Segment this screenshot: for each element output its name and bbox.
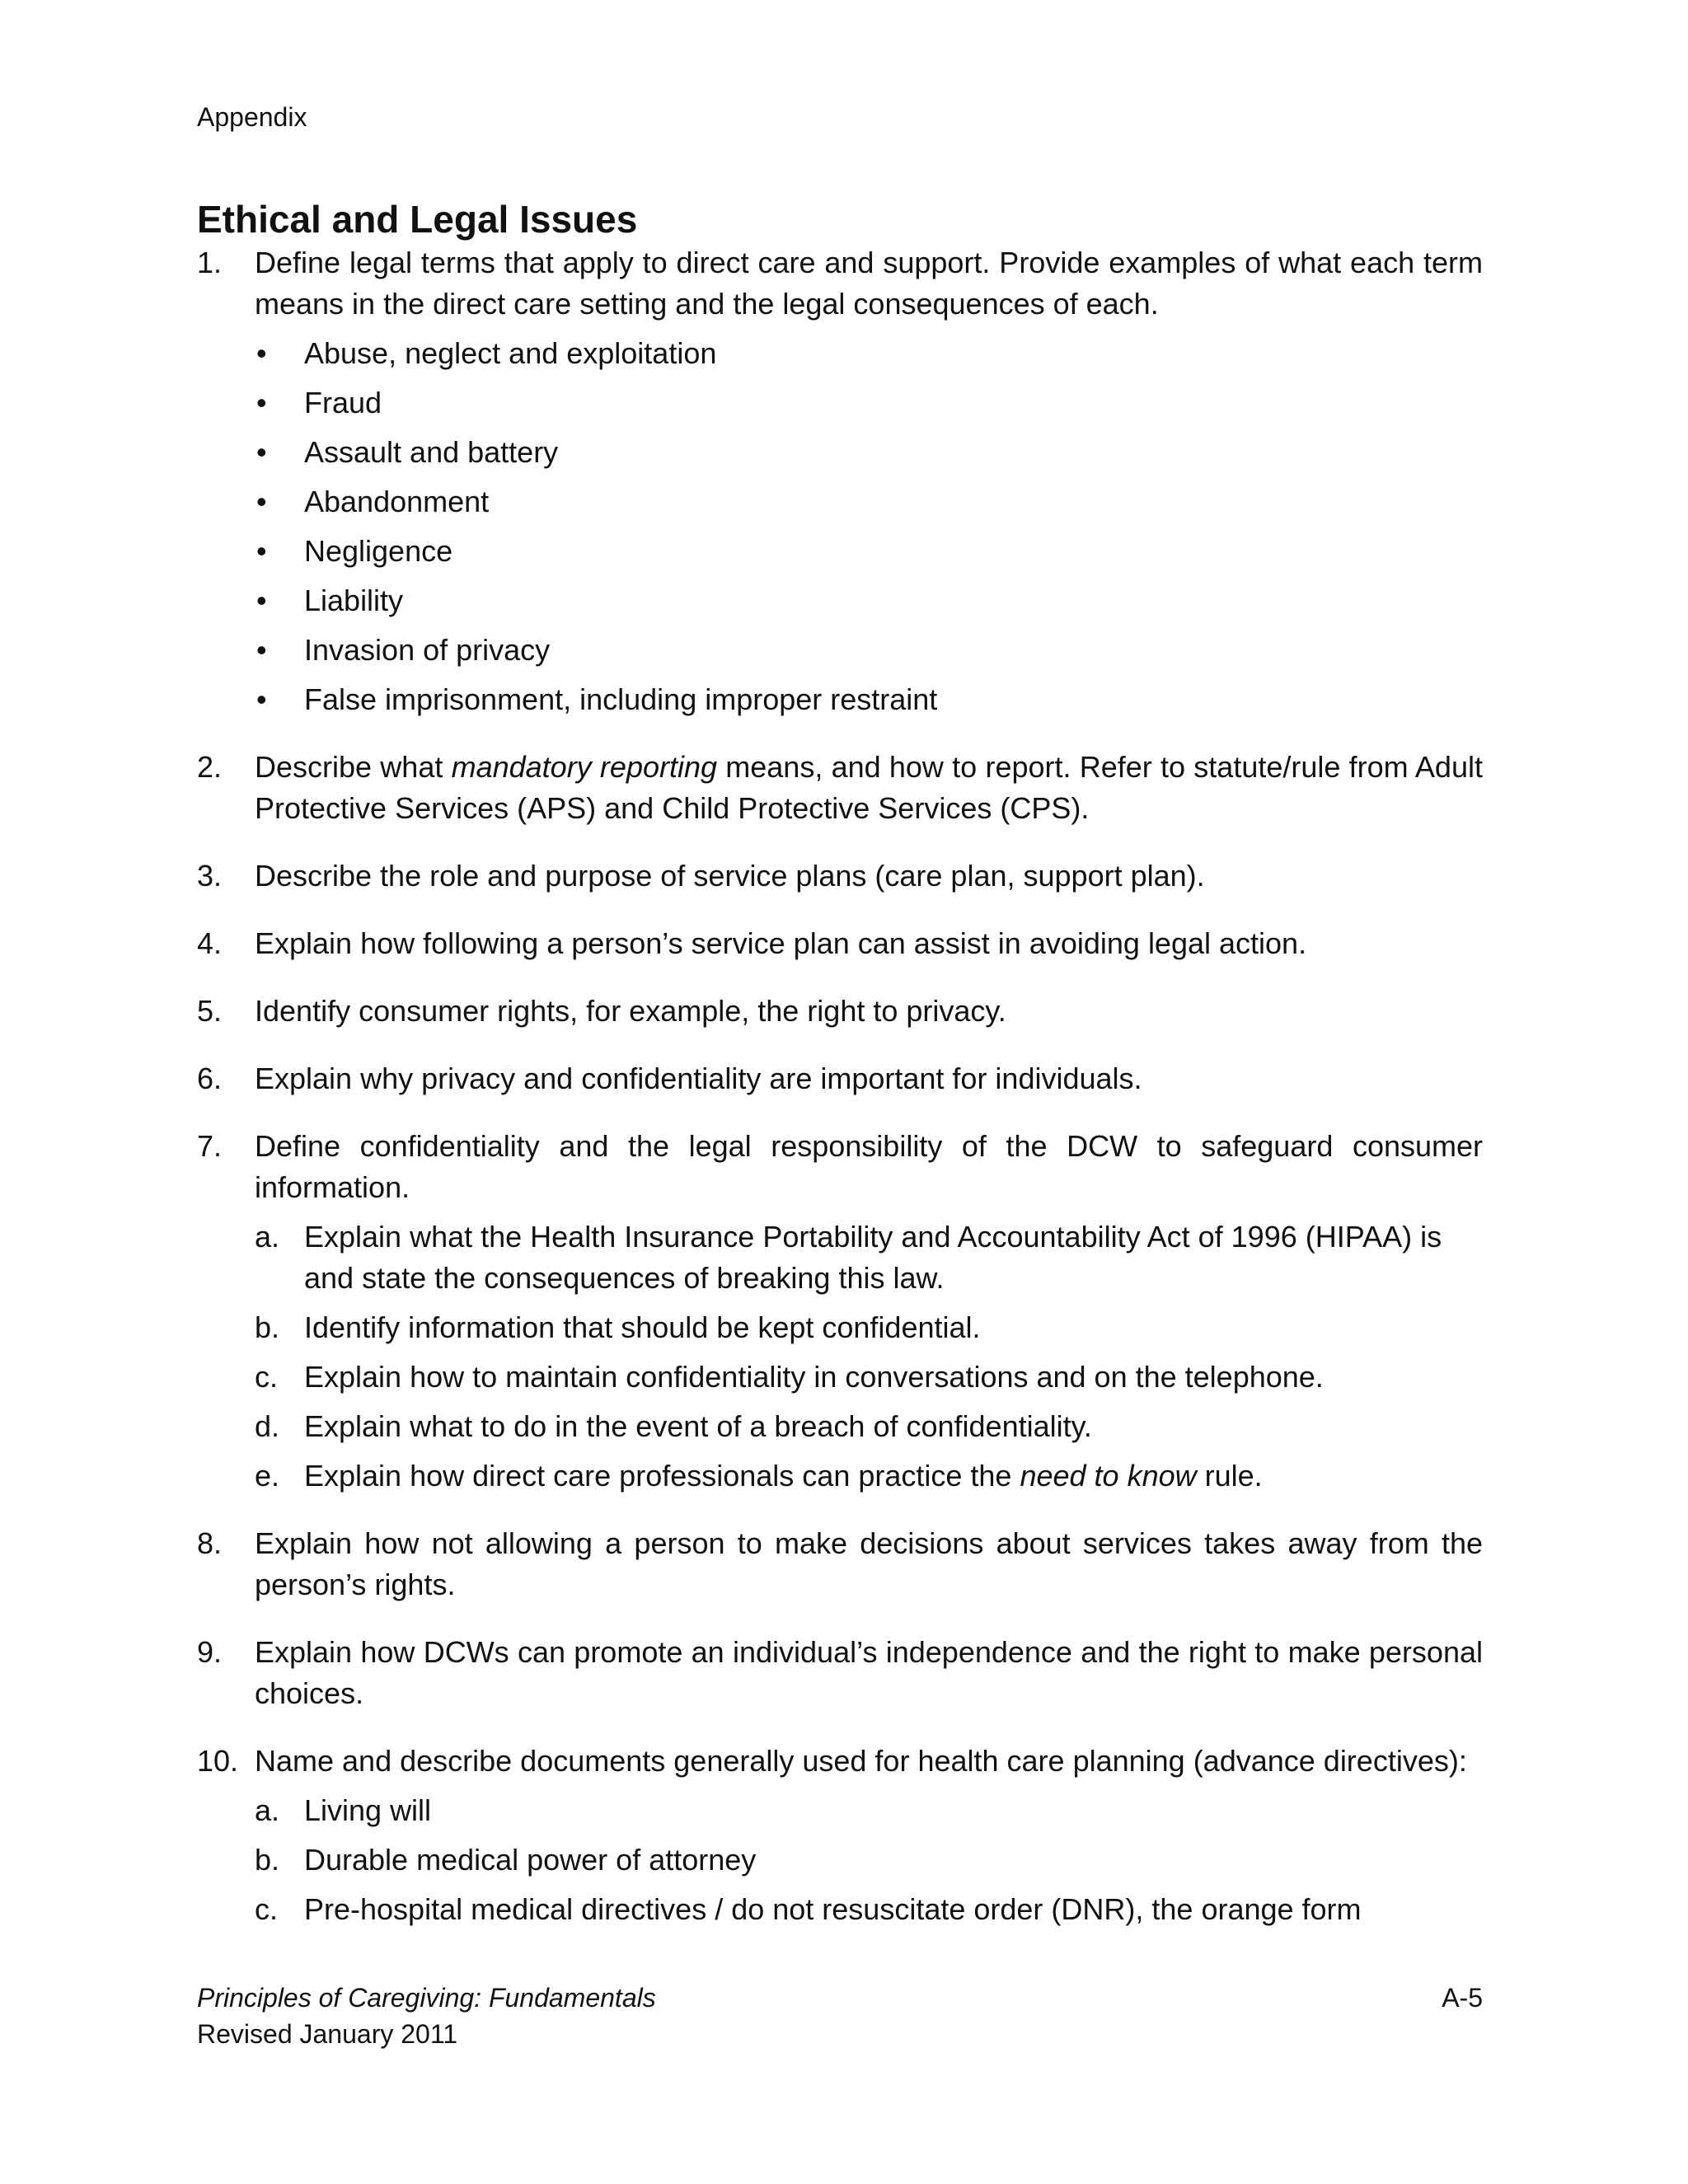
bullet-item <box>255 432 1483 473</box>
page-footer <box>197 1980 1483 2052</box>
item-text: Describe the role and purpose of service plans (care plan, support plan). <box>255 859 1205 893</box>
sub-item <box>255 1790 1483 1831</box>
sub-letter: e. <box>255 1459 280 1493</box>
sub-text: Living will <box>304 1793 432 1827</box>
sub-letter: a. <box>255 1793 280 1827</box>
bullet-text: Abuse, neglect and exploitation <box>304 336 717 370</box>
item-text <box>255 747 1483 829</box>
bullet-mark: • <box>256 435 267 469</box>
sub-item <box>255 1307 1483 1348</box>
item-number: 6. <box>197 1062 223 1095</box>
sub-text: Explain how to maintain confidentiality in conversations and on the telephone. <box>304 1360 1324 1394</box>
bullet-mark: • <box>256 336 267 370</box>
item-text: Identify consumer rights, for example, the right to privacy. <box>255 994 1006 1028</box>
list-item <box>197 747 1483 829</box>
list-item <box>197 991 1483 1032</box>
objectives-list <box>197 242 1483 1930</box>
legal-terms-list <box>255 333 1483 720</box>
sub-letter: d. <box>255 1409 280 1443</box>
item-text: Define confidentiality and the legal responsibility of the DCW to safeguard consumer information. <box>255 1129 1483 1204</box>
bullet-text: Liability <box>304 583 404 617</box>
item-number: 2. <box>197 750 223 784</box>
item-number: 4. <box>197 926 223 960</box>
sub-letter: a. <box>255 1220 280 1254</box>
sub-text: Durable medical power of attorney <box>304 1843 757 1877</box>
emphasis-term: need to know <box>1020 1459 1197 1493</box>
list-item <box>197 242 1483 720</box>
bullet-item <box>255 481 1483 523</box>
item-text: Define legal terms that apply to direct care and support. Provide examples of what each term means in the direct care setting and the legal consequences of each. <box>255 246 1483 321</box>
bullet-text: Invasion of privacy <box>304 633 551 667</box>
sub-item <box>255 1357 1483 1398</box>
item-number: 1. <box>197 246 223 279</box>
sub-letter: c. <box>255 1892 279 1926</box>
list-item <box>197 1126 1483 1497</box>
sub-item <box>255 1406 1483 1447</box>
footer-title: Principles of Caregiving: Fundamentals <box>197 1983 656 2013</box>
sub-item <box>255 1455 1483 1497</box>
bullet-mark: • <box>256 583 267 617</box>
sub-list <box>255 1790 1483 1930</box>
list-item <box>197 1523 1483 1605</box>
item-number: 10. <box>197 1744 239 1778</box>
sub-item <box>255 1840 1483 1881</box>
bullet-item <box>255 679 1483 720</box>
item-text: Explain how not allowing a person to make decisions about services takes away from the person’s rights. <box>255 1526 1483 1601</box>
revision-date: Revised January 2011 <box>197 2019 458 2049</box>
list-item <box>197 1741 1483 1930</box>
sub-list <box>255 1216 1483 1497</box>
sub-letter: b. <box>255 1310 280 1344</box>
item-number: 9. <box>197 1635 223 1669</box>
bullet-item <box>255 580 1483 621</box>
item-number: 5. <box>197 994 223 1028</box>
emphasis-term: mandatory reporting <box>451 750 718 784</box>
list-item <box>197 923 1483 964</box>
list-item <box>197 1058 1483 1099</box>
bullet-text: Assault and battery <box>304 435 559 469</box>
item-number: 8. <box>197 1526 223 1560</box>
sub-text: Explain what the Health Insurance Portability and Accountability Act of 1996 (HIPAA) is and state the consequences of breaking this law. <box>304 1220 1442 1295</box>
list-item <box>197 855 1483 897</box>
sub-item <box>255 1889 1483 1930</box>
sub-text: Identify information that should be kept confidential. <box>304 1310 981 1344</box>
item-text: Explain how following a person’s service plan can assist in avoiding legal action. <box>255 926 1307 960</box>
bullet-mark: • <box>256 386 267 419</box>
footer-row <box>197 1980 1483 2016</box>
item-text: Explain why privacy and confidentiality are important for individuals. <box>255 1062 1142 1095</box>
bullet-mark: • <box>256 534 267 568</box>
bullet-mark: • <box>256 633 267 667</box>
bullet-text: Fraud <box>304 386 382 419</box>
document-body <box>197 196 1483 1957</box>
list-item <box>197 1632 1483 1714</box>
sub-text: Pre-hospital medical directives / do not resuscitate order (DNR), the orange form <box>304 1892 1362 1926</box>
bullet-text: Negligence <box>304 534 453 568</box>
bullet-item <box>255 531 1483 572</box>
sub-text <box>304 1459 1263 1493</box>
bullet-item <box>255 630 1483 671</box>
bullet-mark: • <box>256 485 267 518</box>
item-text: Name and describe documents generally used for health care planning (advance directives): <box>255 1744 1467 1778</box>
section-title: Ethical and Legal Issues <box>197 198 638 241</box>
text-run: Describe what <box>255 750 452 784</box>
page-number: A-5 <box>1442 1983 1483 2013</box>
item-number: 7. <box>197 1129 223 1163</box>
text-run: Explain how direct care professionals can practice the <box>304 1459 1020 1493</box>
sub-text: Explain what to do in the event of a breach of confidentiality. <box>304 1409 1092 1443</box>
bullet-text: Abandonment <box>304 485 490 518</box>
bullet-text: False imprisonment, including improper restraint <box>304 682 938 716</box>
sub-letter: b. <box>255 1843 280 1877</box>
text-run: rule. <box>1196 1459 1263 1493</box>
sub-item <box>255 1216 1483 1299</box>
sub-letter: c. <box>255 1360 279 1394</box>
bullet-mark: • <box>256 682 267 716</box>
text-run: means, and how to report. Refer to statute/rule from Adult Protective Services (APS) and Child Protective Services (CPS). <box>255 750 1483 825</box>
bullet-item <box>255 382 1483 424</box>
item-number: 3. <box>197 859 223 893</box>
bullet-item <box>255 333 1483 374</box>
item-text: Explain how DCWs can promote an individual’s independence and the right to make personal choices. <box>255 1635 1483 1710</box>
running-head: Appendix <box>197 102 307 132</box>
